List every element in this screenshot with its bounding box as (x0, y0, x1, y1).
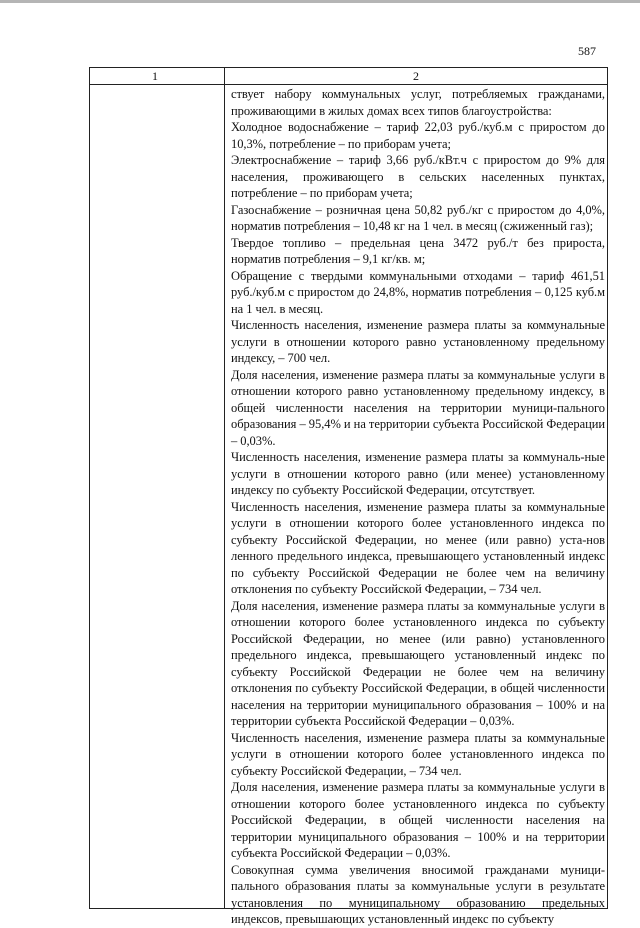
paragraph-solid-waste: Обращение с твердыми коммунальными отходами – тариф 461,51 руб./куб.м с приростом до 24,8%, норматив потребления – 0,125 куб.м на 1 чел. в месяц. (231, 268, 605, 316)
column-header-2: 2 (413, 69, 419, 83)
column-divider (224, 68, 225, 908)
paragraph-cold-water: Холодное водоснабжение – тариф 22,03 руб./куб.м с приростом до 10,3%, потребление – по приборам учета; (231, 120, 605, 151)
page-number: 587 (578, 44, 596, 58)
table-header-row (90, 68, 607, 85)
document-table (89, 67, 608, 926)
paragraph-population-equal-limit: Численность населения, изменение размера платы за коммунальные услуги в отношении которого равно установленному предельному индексу, – 700 чел. (231, 318, 605, 365)
paragraph-population-above-index: Численность населения, изменение размера платы за коммунальные услуги в отношении которого более установленного индекса по субъекту Российской Федерации, – 734 чел. (231, 730, 605, 778)
paragraph-share-above-index-within-deviation: Доля населения, изменение размера платы за коммунальные услуги в отношении которого более установленного индекса по субъекту Российской Федерации, но менее (или равно) установленного предельного индекса, превышающего установленный индекс по субъекту Российской Федерации не более чем на величину отклонения по субъекту Российской Федерации, в общей численности населения на территории муниципального образования – 100% и на территории субъекта Российской Федерации – 0,03%. (231, 598, 605, 728)
paragraph-gas: Газоснабжение – розничная цена 50,82 руб./кг с приростом до 4,0%, норматив потребления – 10,48 кг на 1 чел. в месяц (сжиженный газ); (231, 202, 605, 233)
paragraph-population-above-index-within-deviation: Численность населения, изменение размера платы за коммунальные услуги в отношении которого более установленного индекса по субъекту Российской Федерации, но менее (или равно) уста-нов ленного предельного индекса, превышающего установленный индекс по субъекту Российской Федерации не более чем на величину отклонения по субъекту Российской Федерации, – 734 чел. (231, 499, 605, 596)
paragraph-share-above-index: Доля населения, изменение размера платы за коммунальные услуги в отношении которого более установленного индекса по субъекту Российской Федерации, в общей численности населения на территории муниципального образования – 100% и на территории субъекта Российской Федерации – 0,03%. (231, 780, 605, 860)
column-header-1: 1 (152, 69, 158, 83)
paragraph-total-increase: Совокупная сумма увеличения вносимой гражданами муници-пального образования платы за коммунальные услуги в результате установления по муниципальному образованию предельных индексов, превышающих установленный индекс по субъекту (231, 862, 605, 926)
paragraph-continuation: ствует набору коммунальных услуг, потребляемых гражданами, проживающими в жилых домах всех типов благоустройства: (231, 87, 605, 118)
paragraph-population-le-index: Численность населения, изменение размера платы за коммуналь-ные услуги в отношении которого равно (или менее) установленному индексу по субъекту Российской Федерации, отсутствует. (231, 450, 605, 497)
text-column (231, 86, 605, 928)
scan-top-edge (0, 0, 640, 3)
paragraph-solid-fuel: Твердое топливо – предельная цена 3472 руб./т без прироста, норматив потребления – 9,1 кг/кв. м; (231, 235, 605, 266)
paragraph-electricity: Электроснабжение – тариф 3,66 руб./кВт.ч с приростом до 9% для населения, проживающего в сельских населенных пунктах, потребление – по приборам учета; (231, 153, 605, 200)
paragraph-share-equal-limit: Доля населения, изменение размера платы за коммунальные услуги в отношении которого равно установленному предельному индексу, в общей численности населения на территории муници-пального образования – 95,4% и на территории субъекта Российской Федерации – 0,03%. (231, 367, 605, 448)
